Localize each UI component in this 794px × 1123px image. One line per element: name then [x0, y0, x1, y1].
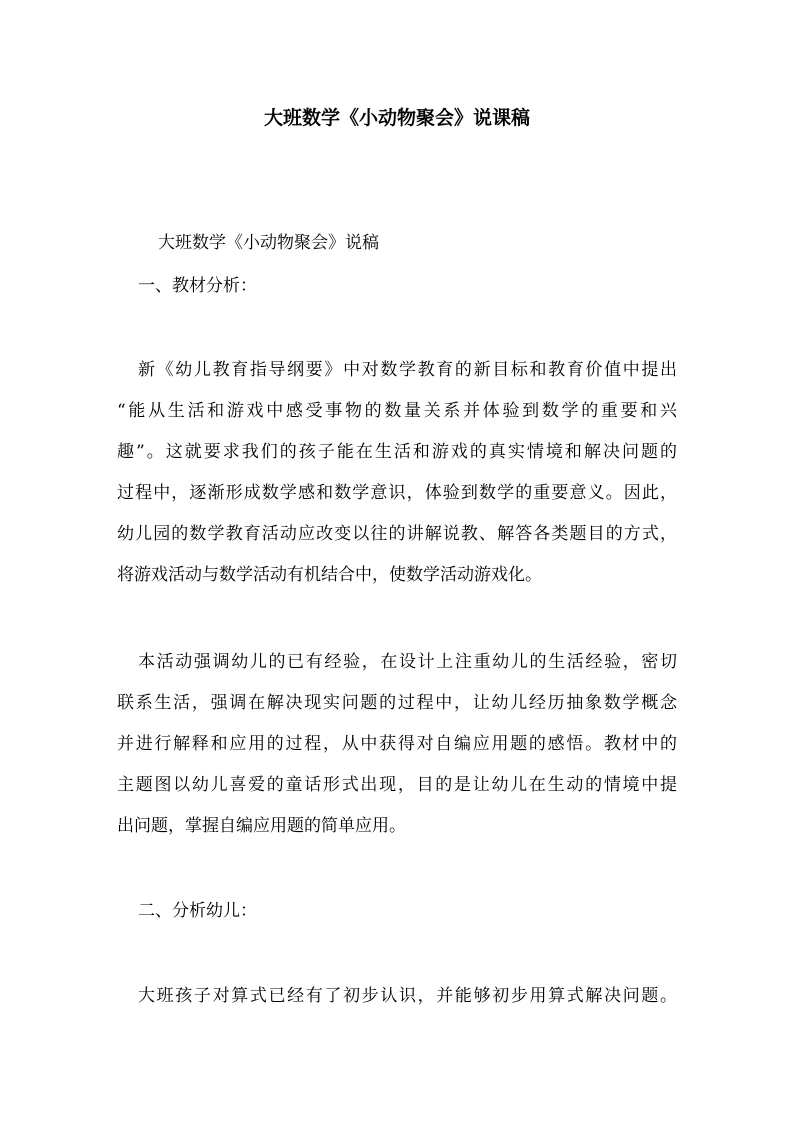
paragraph-line: 过程中，逐渐形成数学感和数学意识，体验到数学的重要意义。因此，	[117, 483, 677, 503]
section-heading-child-analysis: 二、分析幼儿：	[138, 901, 257, 921]
paragraph-line: 并进行解释和应用的过程，从中获得对自编应用题的感悟。教材中的	[117, 734, 677, 754]
paragraph-line: 大班孩子对算式已经有了初步认识，并能够初步用算式解决问题。	[138, 986, 677, 1006]
paragraph-line: 幼儿园的数学教育活动应改变以往的讲解说教、解答各类题目的方式，	[117, 524, 677, 544]
paragraph-line: 主题图以幼儿喜爱的童话形式出现，目的是让幼儿在生动的情境中提	[117, 775, 677, 795]
paragraph-line: “能从生活和游戏中感受事物的数量关系并体验到数学的重要和兴	[117, 401, 677, 421]
paragraph-line: 联系生活，强调在解决现实问题的过程中，让幼儿经历抽象数学概念	[117, 693, 677, 713]
document-title: 大班数学《小动物聚会》说课稿	[263, 107, 530, 129]
paragraph-line: 将游戏活动与数学活动有机结合中，使数学活动游戏化。	[117, 565, 542, 585]
paragraph-line: 本活动强调幼儿的已有经验，在设计上注重幼儿的生活经验，密切	[138, 652, 677, 672]
document-subtitle: 大班数学《小动物聚会》说稿	[158, 233, 379, 253]
paragraph-line: 出问题，掌握自编应用题的简单应用。	[117, 816, 406, 836]
paragraph-line: 新《幼儿教育指导纲要》中对数学教育的新目标和教育价值中提出	[138, 360, 677, 380]
paragraph-line: 趣”。这就要求我们的孩子能在生活和游戏的真实情境和解决问题的	[117, 442, 677, 462]
section-heading-textbook-analysis: 一、教材分析：	[138, 276, 257, 296]
